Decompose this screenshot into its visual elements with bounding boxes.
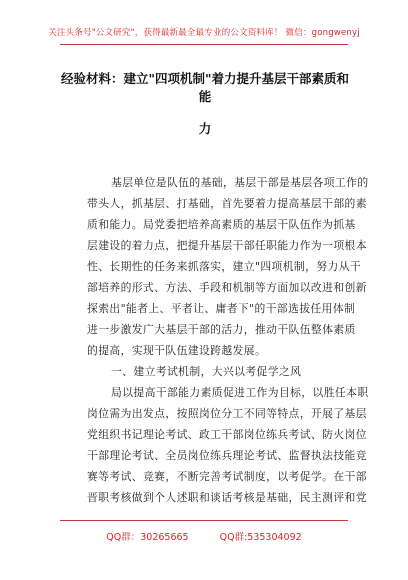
footer-qq-group-1: QQ群：30265665 (106, 532, 189, 543)
section-heading: 一、建立考试机制，大兴以考促学之风 (111, 365, 302, 378)
body-line: 质和能力。局党委把培养高素质的基层干队伍作为抓基 (87, 218, 356, 231)
body-line: 探索出"能者上、平者让、庸者下"的干部选拔任用体制 (87, 302, 356, 315)
document-title-line-2: 力 (198, 121, 212, 136)
body-line: 基层单位是队伍的基础，基层干部是基层各项工作的 (111, 176, 369, 189)
body-line: 赛等考试、竞赛，不断完善考试制度，以考促学。在干部 (87, 470, 367, 483)
footer-contact (0, 529, 408, 543)
document-title-line-1: 经验材料：建立"四项机制"着力提升基层干部素质和能 (60, 71, 350, 104)
footer-divider (60, 520, 348, 521)
header-divider (60, 44, 348, 45)
body-line: 带头人，抓基层、打基础，首先要着力提高基层干部的素 (87, 197, 367, 210)
body-line: 性、长期性的任务来抓落实，建立"四项机制，努力从干 (87, 260, 362, 273)
body-line: 层建设的着力点，把提升基层干部任职能力作为一项根本 (87, 239, 367, 252)
body-line: 党组织书记理论考试、政工干部岗位练兵考试、防火岗位 (87, 428, 367, 441)
body-line: 的提高，实现干队伍建设跨越发展。 (87, 344, 267, 357)
body-line: 晋职考核做到个人述职和谈话考核是基础，民主测评和党 (87, 491, 367, 504)
header-banner: 关注头条号"公文研究"，获得最新最全最专业的公文资料库！ 微信：gongwenyj (48, 28, 360, 38)
body-line: 干部理论考试、全员岗位练兵理论考试、监督执法技能竞 (87, 449, 367, 462)
body-line: 局以提高干部能力素质促进工作为目标，以胜任本职 (111, 386, 369, 399)
footer-qq-group-2: QQ群:535304092 (219, 532, 302, 543)
body-line: 岗位需为出发点，按照岗位分工不同等特点，开展了基层 (87, 407, 367, 420)
body-line: 部培养的形式、方法、手段和机制等方面加以改进和创新 (87, 281, 367, 294)
body-line: 进一步激发广大基层干部的活力，推动干队伍整体素质 (87, 323, 356, 336)
